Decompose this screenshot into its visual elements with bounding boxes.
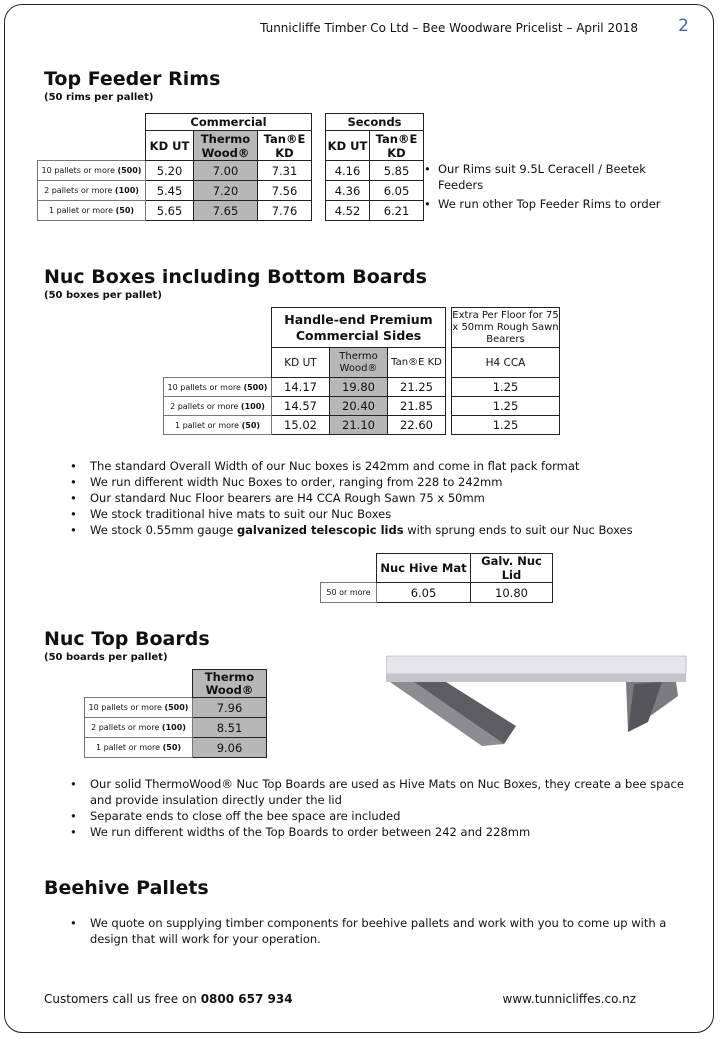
col-header: KD UT [146, 131, 194, 161]
list-item: • We quote on supplying timber components for beehive pallets and work with you to come up with a design that will work for your operation. [64, 915, 684, 947]
group-extra: Extra Per Floor for 75 x 50mm Rough Sawn Bearers [452, 308, 560, 348]
price-cell: 5.85 [370, 161, 424, 181]
table-row [85, 698, 267, 718]
row-label: 2 pallets or more (100) [85, 718, 193, 738]
row-label: 1 pallet or more (50) [38, 201, 146, 221]
price-cell: 4.36 [326, 181, 370, 201]
col-header: Tan®E KD [258, 131, 312, 161]
price-cell: 7.65 [194, 201, 258, 221]
row-label: 1 pallet or more (50) [164, 416, 272, 435]
row-label: 2 pallets or more (100) [38, 181, 146, 201]
rims-price-table [37, 113, 424, 221]
nuc-price-table [163, 307, 560, 435]
row-label: 50 or more [321, 583, 377, 603]
table-row [164, 416, 560, 435]
table-row [164, 378, 560, 397]
price-cell: 4.52 [326, 201, 370, 221]
table-row [38, 201, 424, 221]
list-item: • We run different widths of the Top Boards to order between 242 and 228mm [64, 824, 684, 840]
price-cell: 1.25 [452, 416, 560, 435]
price-cell: 7.00 [194, 161, 258, 181]
price-cell: 14.17 [272, 378, 330, 397]
row-label: 10 pallets or more (500) [164, 378, 272, 397]
col-header: Galv. Nuc Lid [471, 554, 553, 583]
price-cell: 4.16 [326, 161, 370, 181]
row-label: 10 pallets or more (500) [85, 698, 193, 718]
list-item: • We run other Top Feeder Rims to order [424, 196, 694, 212]
gap-cell [312, 131, 326, 161]
price-cell: 1.25 [452, 378, 560, 397]
pallets-bullets [64, 915, 684, 947]
empty-cell [164, 308, 272, 348]
table-row [38, 161, 424, 181]
list-item: • Separate ends to close off the bee space are included [64, 808, 684, 824]
table-row [85, 718, 267, 738]
price-cell: 21.10 [330, 416, 388, 435]
gap-cell [312, 114, 326, 131]
price-cell: 9.06 [193, 738, 267, 758]
list-item: • We run different width Nuc Boxes to order, ranging from 228 to 242mm [64, 474, 704, 490]
top-boards-bullets [64, 776, 684, 840]
group-seconds: Seconds [326, 114, 424, 131]
top-boards-table [84, 669, 267, 758]
price-cell: 8.51 [193, 718, 267, 738]
row-label: 2 pallets or more (100) [164, 397, 272, 416]
price-cell: 21.85 [388, 397, 446, 416]
price-cell: 20.40 [330, 397, 388, 416]
list-item: • Our Rims suit 9.5L Ceracell / Beetek Feeders [424, 161, 694, 193]
empty-cell [164, 348, 272, 378]
top-board-illustration [386, 652, 692, 748]
price-cell: 7.96 [193, 698, 267, 718]
col-header: KD UT [272, 348, 330, 378]
gap-cell [312, 181, 326, 201]
gap-cell [312, 201, 326, 221]
col-header: Thermo Wood® [194, 131, 258, 161]
footer-phone: Customers call us free on 0800 657 934 [44, 992, 293, 1006]
list-item: • We stock traditional hive mats to suit our Nuc Boxes [64, 506, 704, 522]
price-cell: 7.76 [258, 201, 312, 221]
col-header: Thermo Wood® [330, 348, 388, 378]
section-subtitle-top-boards: (50 boards per pallet) [44, 652, 168, 663]
nuc-bullets [64, 458, 704, 538]
section-subtitle-rims: (50 rims per pallet) [44, 92, 154, 103]
empty-cell [38, 131, 146, 161]
price-cell: 21.25 [388, 378, 446, 397]
col-header: Nuc Hive Mat [377, 554, 471, 583]
group-commercial: Commercial [146, 114, 312, 131]
list-item: • Our solid ThermoWood® Nuc Top Boards are used as Hive Mats on Nuc Boxes, they create a bee space and provide insulation directly under the lid [64, 776, 684, 808]
row-label: 10 pallets or more (500) [38, 161, 146, 181]
col-header: KD UT [326, 131, 370, 161]
section-title-rims: Top Feeder Rims [44, 68, 221, 90]
price-cell: 6.05 [377, 583, 471, 603]
col-header: Tan®E KD [388, 348, 446, 378]
row-label: 1 pallet or more (50) [85, 738, 193, 758]
empty-cell [85, 670, 193, 698]
price-cell: 7.56 [258, 181, 312, 201]
price-cell: 1.25 [452, 397, 560, 416]
price-cell: 6.05 [370, 181, 424, 201]
phone-number[interactable]: 0800 657 934 [200, 992, 293, 1006]
col-header: Tan®E KD [370, 131, 424, 161]
price-cell: 15.02 [272, 416, 330, 435]
price-cell: 5.20 [146, 161, 194, 181]
price-cell: 5.65 [146, 201, 194, 221]
empty-cell [321, 554, 377, 583]
price-cell: 14.57 [272, 397, 330, 416]
price-cell: 6.21 [370, 201, 424, 221]
section-subtitle-nuc: (50 boxes per pallet) [44, 290, 162, 301]
section-title-pallets: Beehive Pallets [44, 877, 209, 899]
table-row [164, 397, 560, 416]
price-cell: 7.31 [258, 161, 312, 181]
table-row [85, 738, 267, 758]
price-cell: 7.20 [194, 181, 258, 201]
mat-lid-table [320, 553, 553, 603]
table-row [321, 583, 553, 603]
table-row [38, 181, 424, 201]
col-header: Thermo Wood® [193, 670, 267, 698]
section-title-top-boards: Nuc Top Boards [44, 628, 210, 650]
group-handle-end: Handle-end Premium Commercial Sides [272, 308, 446, 348]
gap-cell [312, 161, 326, 181]
section-title-nuc: Nuc Boxes including Bottom Boards [44, 266, 427, 288]
page-number: 2 [678, 16, 689, 36]
price-cell: 19.80 [330, 378, 388, 397]
empty-cell [38, 114, 146, 131]
header-title: Tunnicliffe Timber Co Ltd – Bee Woodware Pricelist – April 2018 [260, 21, 638, 35]
list-item: • We stock 0.55mm gauge galvanized telescopic lids with sprung ends to suit our Nuc Boxes [64, 522, 704, 538]
list-item: • The standard Overall Width of our Nuc boxes is 242mm and come in flat pack format [64, 458, 704, 474]
list-item: • Our standard Nuc Floor bearers are H4 CCA Rough Sawn 75 x 50mm [64, 490, 704, 506]
price-cell: 5.45 [146, 181, 194, 201]
rims-notes [424, 161, 694, 212]
col-header: H4 CCA [452, 348, 560, 378]
footer-website-link[interactable]: www.tunnicliffes.co.nz [502, 992, 636, 1006]
price-cell: 10.80 [471, 583, 553, 603]
price-cell: 22.60 [388, 416, 446, 435]
